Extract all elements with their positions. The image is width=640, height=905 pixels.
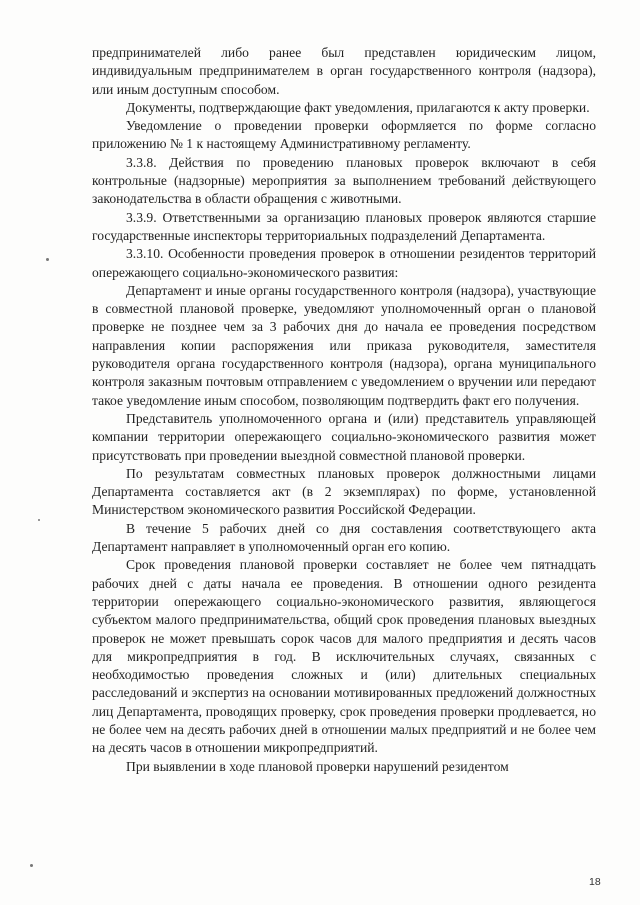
paragraph-12: При выявлении в ходе плановой проверки нарушений резидентом: [126, 758, 509, 774]
paragraph-10: В течение 5 рабочих дней со дня составления соответствующего акта Департамент направляет в уполномоченный орган его копию.: [92, 520, 596, 555]
paragraph-3: Уведомление о проведении проверки оформляется по форме согласно приложению № 1 к настоящему Административному регламенту.: [92, 118, 596, 152]
paragraph-5: 3.3.9. Ответственными за организацию плановых проверок являются старшие государственные инспекторы территориальных подразделений Департамента.: [92, 209, 596, 243]
paragraph-1: предпринимателей либо ранее был представлен юридическим лицом, индивидуальным предпринимателем в орган государственного контроля (надзора), или иным доступным способом.: [92, 45, 596, 97]
scan-speck: [30, 864, 33, 867]
scan-speck: [38, 519, 40, 521]
paragraph-6: 3.3.10. Особенности проведения проверок в отношении резидентов территорий опережающего социально-экономического развития:: [92, 246, 596, 280]
paragraph-8: Представитель уполномоченного органа и (или) представитель управляющей компании территории опережающего социально-экономического развития может присутствовать при проведении выездной совместной плановой проверки.: [92, 410, 596, 463]
paragraph-7: Департамент и иные органы государственного контроля (надзора), участвующие в совместной плановой проверке, уведомляют уполномоченный орган о плановой проверке не позднее чем за 3 рабочих дня до начала ее проведения посредством направления копии распоряжения или приказа руководителя, заместителя руководителя органа государственного контроля (надзора), органа муниципального контроля заказным почтовым отправлением с уведомлением о вручении или передают такое уведомление иным способом, позволяющим подтвердить факт его получения.: [92, 282, 596, 408]
paragraph-4: 3.3.8. Действия по проведению плановых проверок включают в себя контрольные (надзорные) мероприятия за выполнением требований действующего законодательства в области обращения с животными.: [92, 154, 596, 207]
document-body: [92, 44, 596, 776]
scan-speck: [46, 258, 49, 261]
paragraph-2: Документы, подтверждающие факт уведомления, прилагаются к акту проверки.: [126, 99, 590, 115]
paragraph-11: Срок проведения плановой проверки составляет не более чем пятнадцать рабочих дней с даты начала ее проведения. В отношении одного резидента территории опережающего социально-экономического развития, являющегося субъектом малого предпринимательства, общий срок проведения плановых выездных проверок не может превышать сорок часов для малого предприятия и десять часов для микропредприятия в год. В исключительных случаях, связанных с необходимостью проведения сложных и (или) длительных специальных расследований и экспертиз на основании мотивированных предложений должностных лиц Департамента, проводящих проверку, срок проведения проверки продлевается, но не более чем на десять рабочих дней в отношении малых предприятий и не более чем на десять часов в отношении микропредприятий.: [92, 557, 596, 756]
page-number: 18: [589, 876, 601, 888]
paragraph-9: По результатам совместных плановых проверок должностными лицами Департамента составляется акт (в 2 экземплярах) по форме, установленной Министерством экономического развития Российской Федерации.: [92, 465, 596, 518]
